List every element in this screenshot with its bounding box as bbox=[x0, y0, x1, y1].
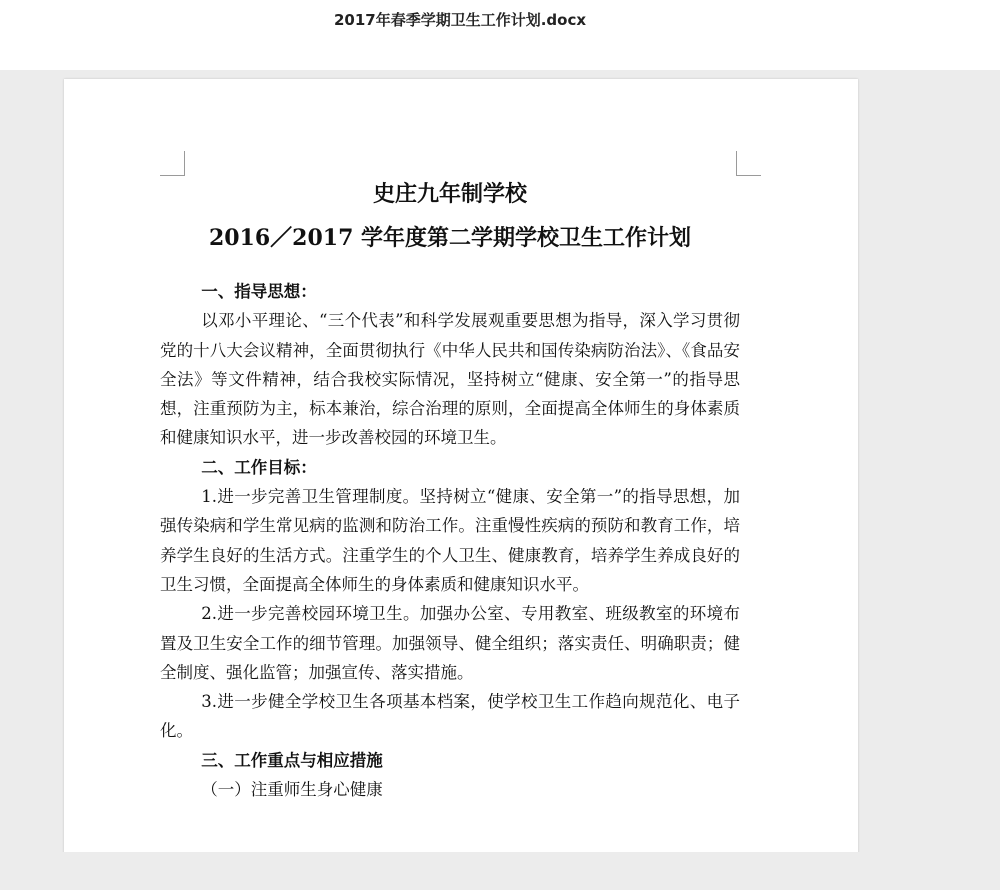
body-paragraph: 以邓小平理论、“三个代表”和科学发展观重要思想为指导，深入学习贯彻党的十八大会议精神，全面贯彻执行《中华人民共和国传染病防治法》、《食品安全法》等文件精神，结合我校实际情况，坚持树立“健康、安全第一”的指导思想，注重预防为主，标本兼治，综合治理的原则，全面提高全体师生的身体素质和健康知识水平，进一步改善校园的环境卫生。 bbox=[160, 311, 740, 448]
document-page[interactable] bbox=[64, 79, 858, 869]
section-heading: 一、指导思想： bbox=[201, 282, 317, 301]
document-filename: 2017年春季学期卫生工作计划.docx bbox=[333, 11, 587, 29]
body-paragraph: （一）注重师生身心健康 bbox=[201, 780, 383, 800]
document-body[interactable] bbox=[160, 179, 740, 804]
body-paragraph: 2.进一步完善校园环境卫生。加强办公室、专用教室、班级教室的环境布置及卫生安全工作的细节管理。加强领导、健全组织；落实责任、明确职责；健全制度、强化监管；加强宣传、落实措施。 bbox=[160, 604, 740, 682]
body-paragraph: 1.进一步完善卫生管理制度。坚持树立“健康、安全第一”的指导思想，加强传染病和学生常见病的监测和防治工作。注重慢性疾病的预防和教育工作，培养学生良好的生活方式。注重学生的个人卫生、健康教育，培养学生养成良好的卫生习惯，全面提高全体师生的身体素质和健康知识水平。 bbox=[160, 487, 740, 594]
margin-marker-top-right bbox=[736, 151, 761, 176]
section-heading: 三、工作重点与相应措施 bbox=[201, 750, 383, 770]
school-name: 史庄九年制学校 bbox=[372, 181, 527, 207]
title-bar bbox=[0, 0, 1000, 70]
bottom-bar bbox=[0, 852, 1000, 890]
body-paragraph: 3.进一步健全学校卫生各项基本档案，使学校卫生工作趋向规范化、电子化。 bbox=[160, 692, 740, 741]
section-heading: 二、工作目标： bbox=[201, 457, 317, 477]
document-sections bbox=[160, 277, 740, 804]
margin-marker-top-left bbox=[160, 151, 185, 176]
plan-title: 2016／2017 学年度第二学期学校卫生工作计划 bbox=[208, 225, 692, 251]
